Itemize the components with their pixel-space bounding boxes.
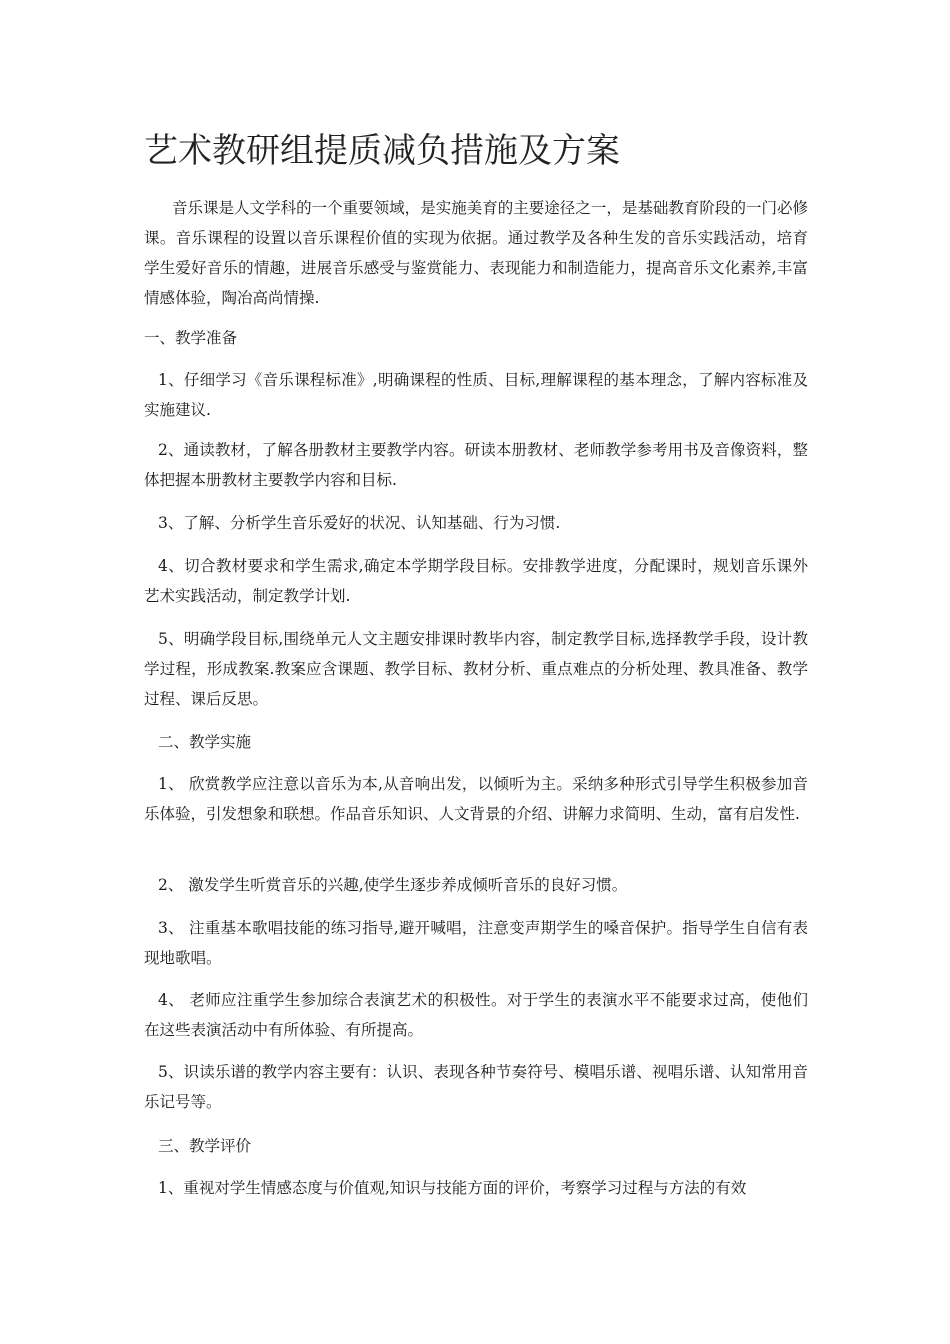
list-item: 4、切合教材要求和学生需求,确定本学期学段目标。安排教学进度，分配课时，规划音乐课外艺术实践活动，制定教学计划. — [144, 557, 808, 605]
list-item: 2、通读教材，了解各册教材主要教学内容。研读本册教材、老师教学参考用书及音像资料，整体把握本册教材主要教学内容和目标. — [144, 441, 808, 489]
list-item: 1、 欣赏教学应注意以音乐为本,从音响出发，以倾听为主。采纳多种形式引导学生积极参加音乐体验，引发想象和联想。作品音乐知识、人文背景的介绍、讲解力求简明、生动，富有启发性. — [144, 775, 808, 823]
intro-paragraph: 音乐课是人文学科的一个重要领域，是实施美育的主要途径之一，是基础教育阶段的一门必修课。音乐课程的设置以音乐课程价值的实现为依据。通过教学及各种生发的音乐实践活动，培育学生爱好音乐的情趣，进展音乐感受与鉴赏能力、表现能力和制造能力，提高音乐文化素养,丰富情感体验，陶冶高尚情操. — [144, 199, 808, 307]
list-item: 2、 激发学生听赏音乐的兴趣,使学生逐步养成倾听音乐的良好习惯。 — [158, 876, 628, 894]
list-item: 3、了解、分析学生音乐爱好的状况、认知基础、行为习惯. — [158, 514, 561, 532]
section-heading-implementation: 二、教学实施 — [158, 733, 252, 751]
section-heading-evaluation: 三、教学评价 — [158, 1137, 252, 1155]
section-heading-preparation: 一、教学准备 — [144, 329, 238, 347]
list-item: 3、 注重基本歌唱技能的练习指导,避开喊唱，注意变声期学生的嗓音保护。指导学生自信有表现地歌唱。 — [144, 919, 808, 967]
list-item: 5、识读乐谱的教学内容主要有：认识、表现各种节奏符号、模唱乐谱、视唱乐谱、认知常用音乐记号等。 — [144, 1063, 808, 1111]
list-item: 1、重视对学生情感态度与价值观,知识与技能方面的评价，考察学习过程与方法的有效 — [158, 1179, 747, 1197]
list-item: 5、明确学段目标,围绕单元人文主题安排课时教毕内容，制定教学目标,选择教学手段，设计教学过程，形成教案.教案应含课题、教学目标、教材分析、重点难点的分析处理、教具准备、教学过程、课后反思。 — [144, 630, 808, 708]
list-item: 4、 老师应注重学生参加综合表演艺术的积极性。对于学生的表演水平不能要求过高，使他们在这些表演活动中有所体验、有所提高。 — [144, 991, 808, 1039]
document-title: 艺术教研组提质减负措施及方案 — [144, 131, 620, 171]
list-item: 1、仔细学习《音乐课程标准》,明确课程的性质、目标,理解课程的基本理念，了解内容标准及实施建议. — [144, 371, 808, 419]
